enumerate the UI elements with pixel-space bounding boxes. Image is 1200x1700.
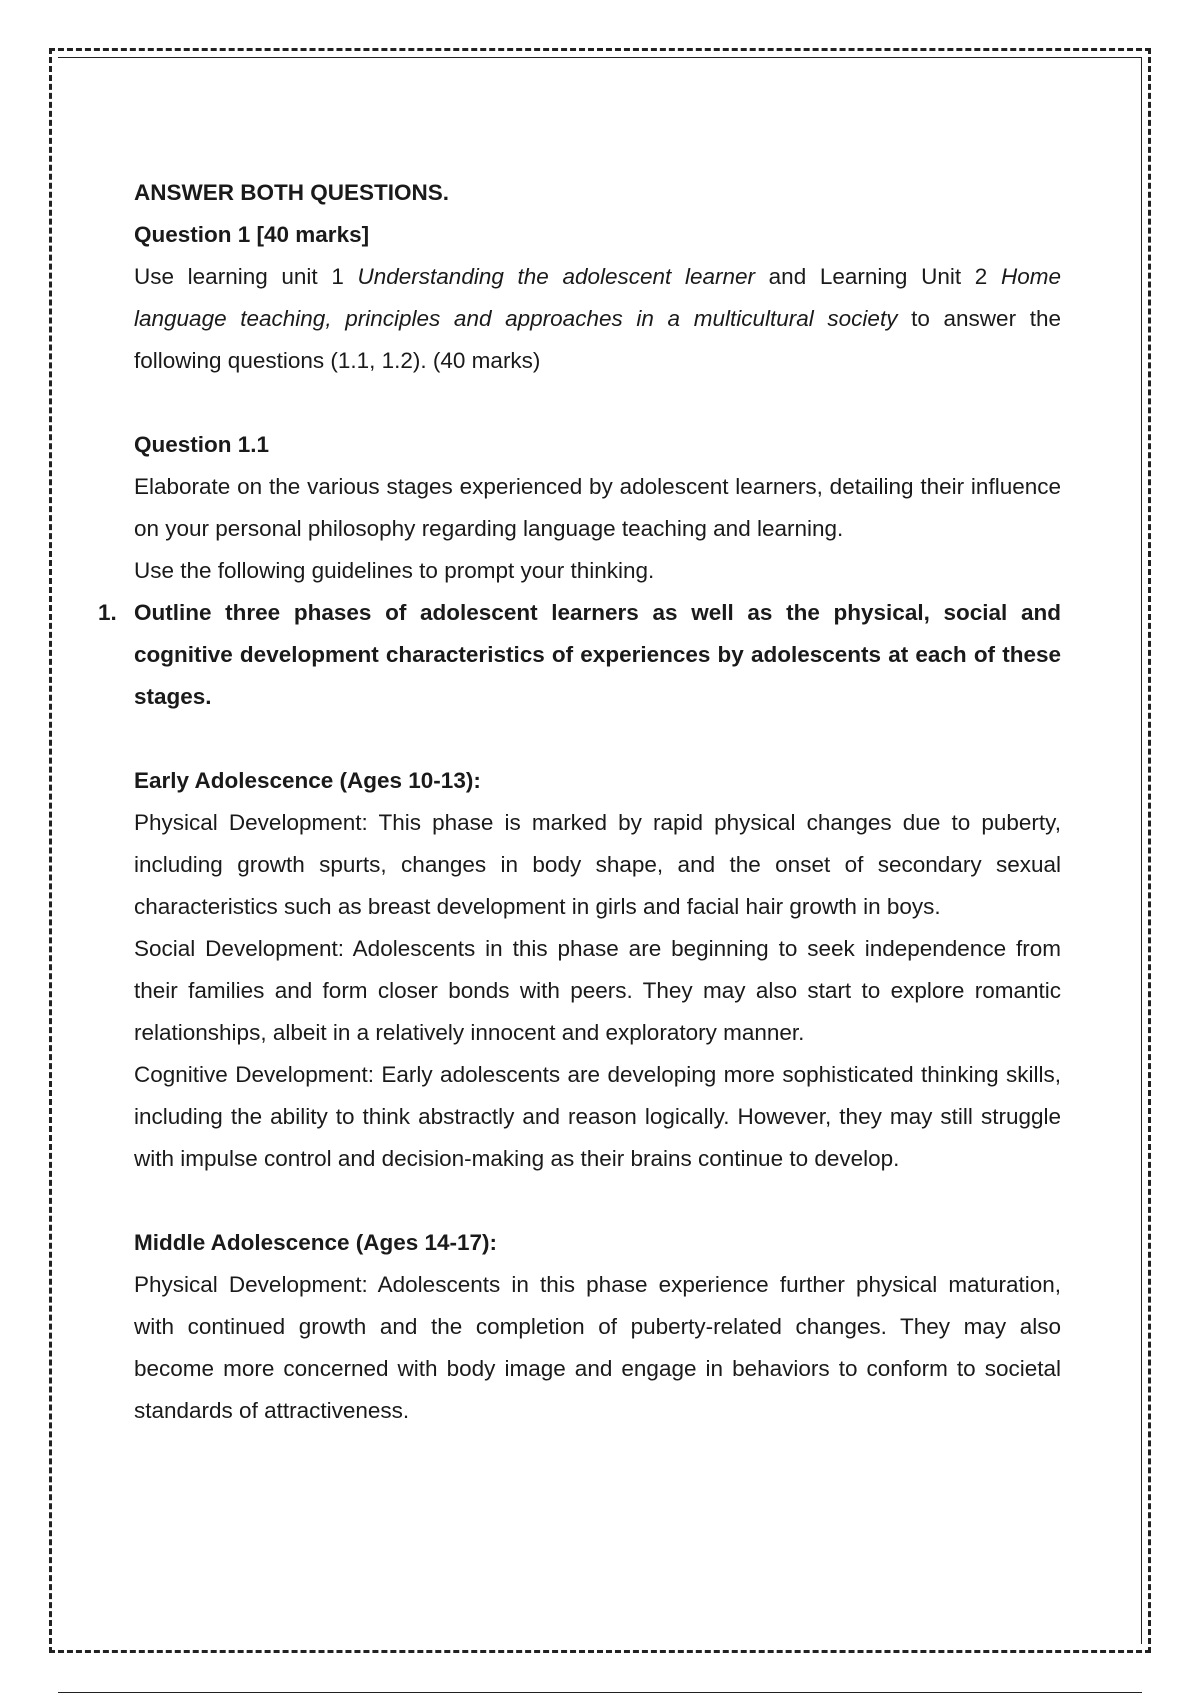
middle-physical-paragraph: Physical Development: Adolescents in this phase experience further physical maturation, with continued growth and the completion of puberty-related changes. They may also become more concerned with body image and engage in behaviors to conform to societal standards of attractiveness. [134, 1272, 1061, 1423]
early-adolescence-heading: Early Adolescence (Ages 10-13): [134, 768, 481, 793]
early-social-paragraph: Social Development: Adolescents in this phase are beginning to seek independence from their families and form closer bonds with peers. They may also start to explore romantic relationships, albeit in a relatively innocent and exploratory manner. [134, 936, 1061, 1045]
unit-2-title: Home language teaching, principles and approaches in a multicultural society [134, 264, 1061, 331]
question-1-intro [134, 256, 1061, 382]
item-number: 1. [98, 600, 117, 625]
instruction-heading: ANSWER BOTH QUESTIONS. [134, 180, 450, 205]
unit-1-title: Understanding the adolescent learner [357, 264, 755, 289]
middle-adolescence-heading: Middle Adolescence (Ages 14-17): [134, 1230, 498, 1255]
item-text: Outline three phases of adolescent learners as well as the physical, social and cognitive development characteristics of experiences by adolescents at each of these stages. [134, 600, 1061, 709]
early-physical-paragraph: Physical Development: This phase is marked by rapid physical changes due to puberty, including growth spurts, changes in body shape, and the onset of secondary sexual characteristics such as breast development in girls and facial hair growth in boys. [134, 810, 1061, 919]
spacer [134, 718, 1061, 760]
spacer [134, 1180, 1061, 1222]
spacer [134, 382, 1061, 424]
question-1-1-body: Elaborate on the various stages experienced by adolescent learners, detailing their influence on your personal philosophy regarding language teaching and learning. [134, 474, 1061, 541]
question-1-1-heading: Question 1.1 [134, 432, 270, 457]
early-cognitive-paragraph: Cognitive Development: Early adolescents are developing more sophisticated thinking skills, including the ability to think abstractly and reason logically. However, they may still struggle with impulse control and decision-making as their brains continue to develop. [134, 1062, 1061, 1171]
document-content [98, 172, 1062, 1432]
question-1-1-guideline: Use the following guidelines to prompt your thinking. [134, 558, 655, 583]
question-1-heading: Question 1 [40 marks] [134, 222, 370, 247]
intro-text-3: to answer the following questions (1.1, 1.2). (40 marks) [134, 306, 1062, 373]
bottom-rule [58, 1692, 1142, 1693]
intro-text-1: Use learning unit 1 [134, 264, 358, 289]
intro-text-2: and Learning Unit 2 [755, 264, 1001, 289]
numbered-item [98, 592, 1061, 718]
